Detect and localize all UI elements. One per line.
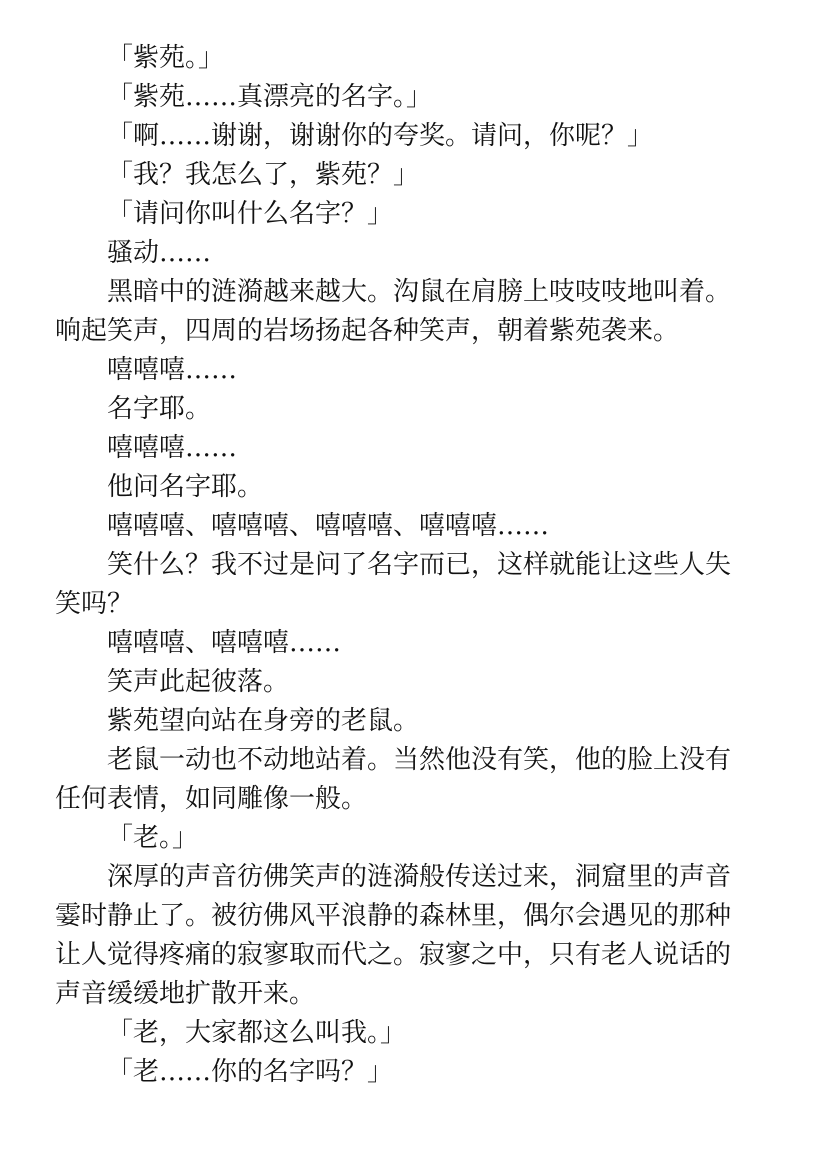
paragraph: 嘻嘻嘻…… <box>107 355 238 385</box>
paragraph: 骚动…… <box>107 238 212 268</box>
paragraph: 「老。」 <box>107 823 199 853</box>
paragraph: 笑什么？我不过是问了名字而已，这样就能让这些人失笑吗？ <box>55 550 732 619</box>
paragraph: 紫苑望向站在身旁的老鼠。 <box>107 706 420 736</box>
paragraph: 黑暗中的涟漪越来越大。沟鼠在肩膀上吱吱吱地叫着。响起笑声，四周的岩场扬起各种笑声，朝着紫苑袭来。 <box>55 277 732 346</box>
paragraph: 嘻嘻嘻、嘻嘻嘻、嘻嘻嘻、嘻嘻嘻…… <box>107 511 550 541</box>
paragraph: 「请问你叫什么名字？」 <box>107 199 394 229</box>
paragraph: 「老……你的名字吗？」 <box>107 1057 394 1087</box>
paragraph: 老鼠一动也不动地站着。当然他没有笑，他的脸上没有任何表情，如同雕像一般。 <box>55 745 732 814</box>
paragraph: 嘻嘻嘻、嘻嘻嘻…… <box>107 628 342 658</box>
paragraph: 「老，大家都这么叫我。」 <box>107 1018 407 1048</box>
paragraph: 深厚的声音彷佛笑声的涟漪般传送过来，洞窟里的声音霎时静止了。被彷佛风平浪静的森林里，偶尔会遇见的那种让人觉得疼痛的寂寥取而代之。寂寥之中，只有老人说话的声音缓缓地扩散开来。 <box>55 862 732 1009</box>
paragraph: 「紫苑……真漂亮的名字。」 <box>107 82 433 112</box>
paragraph: 他问名字耶。 <box>107 472 264 502</box>
paragraph: 「紫苑。」 <box>107 43 225 73</box>
paragraph: 「我？我怎么了，紫苑？」 <box>107 160 420 190</box>
paragraph: 「啊……谢谢，谢谢你的夸奖。请问，你呢？」 <box>107 121 654 151</box>
paragraph: 名字耶。 <box>107 394 212 424</box>
paragraph: 嘻嘻嘻…… <box>107 433 238 463</box>
paragraph: 笑声此起彼落。 <box>107 667 290 697</box>
document-page <box>55 39 755 1092</box>
